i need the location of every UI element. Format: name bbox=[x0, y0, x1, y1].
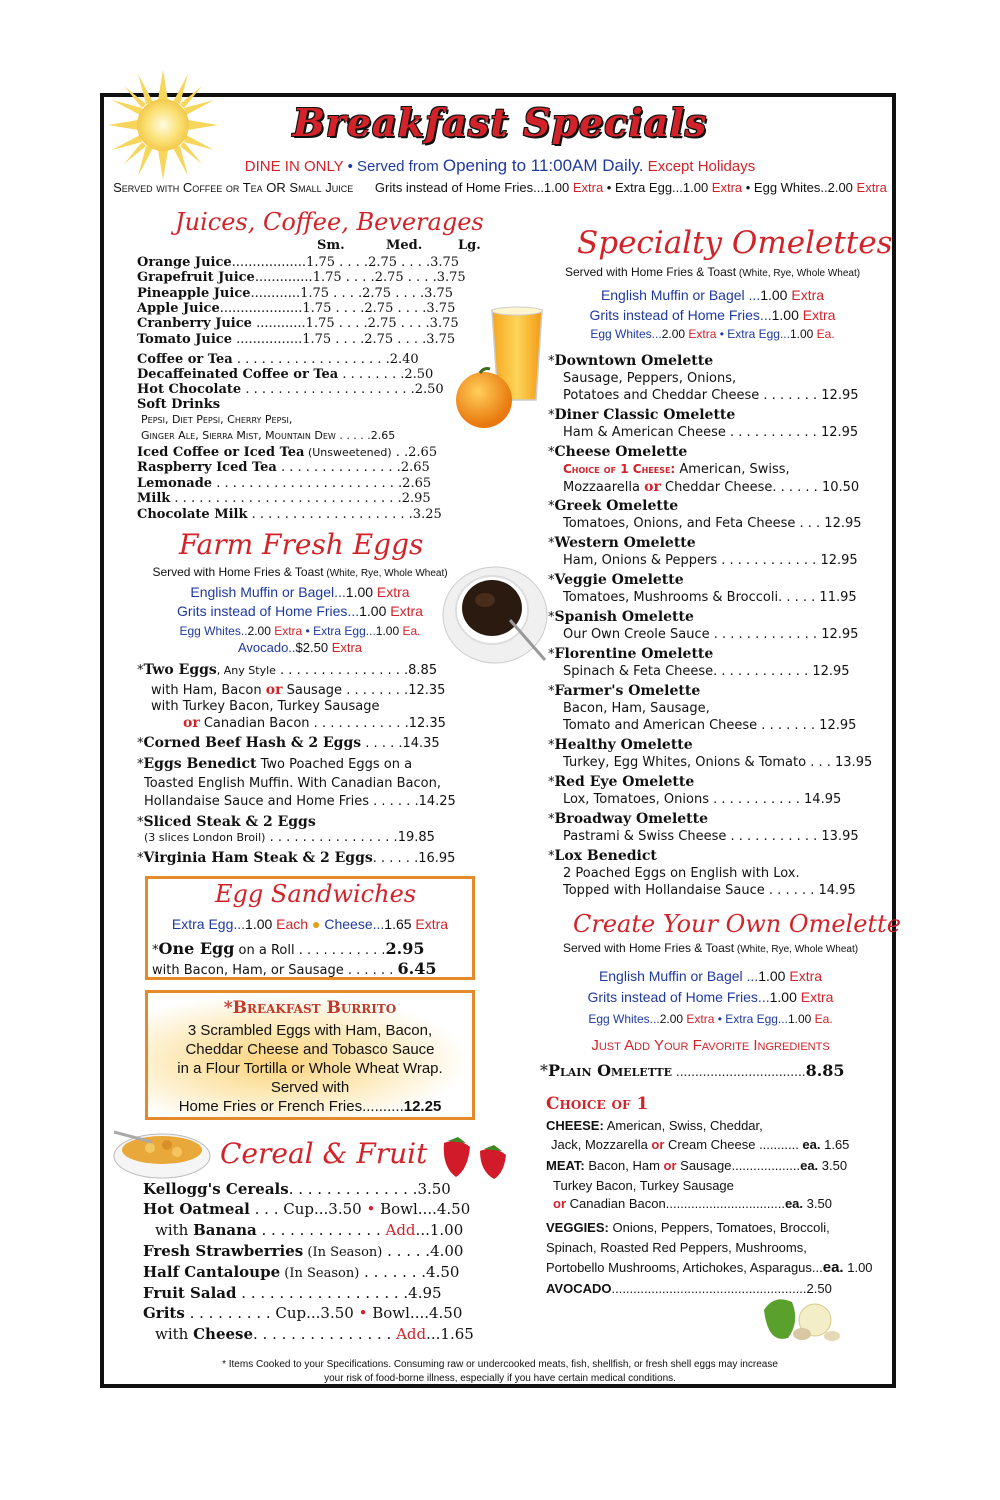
cereal-item: Half Cantaloupe (In Season) . . . . . . .4.50 bbox=[143, 1263, 460, 1281]
omelette-price: 12.95 bbox=[820, 553, 858, 568]
menu-item: *Two Eggs, Any Style . . . . . . . . . . . . . . . .8.85 bbox=[137, 662, 438, 678]
omelettes-section-title: Specialty Omelettes bbox=[577, 225, 893, 261]
cyo-meat-2: Turkey Bacon, Turkey Sausage bbox=[553, 1178, 734, 1193]
omelette-price: 13.95 bbox=[835, 755, 873, 770]
menu-item: *Virginia Ham Steak & 2 Eggs. . . . . .16.95 bbox=[137, 850, 456, 866]
omelette-desc: Ham & American Cheese . . . . . . . . . . . 12.95 bbox=[563, 425, 859, 440]
cereal-bowl-icon bbox=[112, 1128, 212, 1180]
cyo-whites-extra: Egg Whites...2.00 Extra • Extra Egg...1.00 Ea. bbox=[588, 1012, 833, 1026]
menu-item-detail: Hollandaise Sauce and Home Fries . . . . . .14.25 bbox=[144, 794, 456, 809]
burrito-desc: in a Flour Tortilla or Whole Wheat Wrap. bbox=[177, 1060, 443, 1077]
juice-item: Orange Juice..................1.75 . . . .2.75 . . . .3.75 bbox=[137, 255, 460, 270]
eggs-whites-extra: Egg Whites..2.00 Extra • Extra Egg...1.00 Ea. bbox=[179, 624, 421, 638]
menu-item: Hot Chocolate . . . . . . . . . . . . . . . . . . . . .2.50 bbox=[137, 382, 444, 397]
menu-item: with Bacon, Ham, or Sausage . . . . . . 6.45 bbox=[152, 959, 437, 978]
cyo-served-with: Served with Home Fries & Toast (White, Rye, Whole Wheat) bbox=[562, 941, 859, 955]
juice-item: Pineapple Juice............1.75 . . . .2.75 . . . .3.75 bbox=[137, 285, 454, 301]
menu-item: Soft Drinks bbox=[137, 397, 221, 412]
cereal-item: Fresh Strawberries (In Season) . . . . .4.00 bbox=[143, 1242, 464, 1260]
omelette-desc: Choice of 1 Cheese: American, Swiss, bbox=[563, 462, 790, 477]
omelette-name: *Red Eye Omelette bbox=[548, 774, 695, 790]
cyo-grits-extra: Grits instead of Home Fries...1.00 Extra bbox=[587, 989, 834, 1005]
strawberry-icon bbox=[436, 1135, 512, 1179]
omelette-name: *Farmer's Omelette bbox=[548, 683, 701, 699]
menu-item: Milk . . . . . . . . . . . . . . . . . . . . . . . . . . . .2.95 bbox=[137, 491, 431, 506]
omelettes-served-with: Served with Home Fries & Toast (White, Rye, Whole Wheat) bbox=[564, 265, 861, 279]
menu-item: *Corned Beef Hash & 2 Eggs . . . . .14.35 bbox=[137, 735, 440, 751]
omelette-name: *Diner Classic Omelette bbox=[548, 407, 736, 423]
omelette-price: 11.95 bbox=[819, 590, 857, 605]
cyo-meat-3: or Canadian Bacon.................................ea. 3.50 bbox=[553, 1196, 832, 1211]
sandwich-extras: Extra Egg...1.00 Each ● Cheese...1.65 Extra bbox=[171, 916, 449, 932]
burrito-title: *Breakfast Burrito bbox=[223, 998, 397, 1018]
cyo-veggies: VEGGIES: Onions, Peppers, Tomatoes, Broccoli, bbox=[546, 1220, 830, 1235]
cereal-item: with Banana . . . . . . . . . . . . . Add...1.00 bbox=[155, 1221, 464, 1239]
eggs-section-title: Farm Fresh Eggs bbox=[179, 528, 424, 561]
omelette-desc: Turkey, Egg Whites, Onions & Tomato . . . 13.95 bbox=[563, 755, 873, 770]
omelette-name: *Cheese Omelette bbox=[548, 444, 688, 460]
omelette-desc: Tomatoes, Mushrooms & Broccoli. . . . . 11.95 bbox=[563, 590, 857, 605]
omelette-name: *Downtown Omelette bbox=[548, 353, 714, 369]
omelette-name: *Greek Omelette bbox=[548, 498, 679, 514]
footer-disclaimer: * Items Cooked to your Specifications. Consuming raw or undercooked meats, fish, shellfish, or fresh shell eggs may increase your risk of food-borne illness, especially if you have certain medical conditions. bbox=[222, 1359, 778, 1384]
cereal-item: with Cheese. . . . . . . . . . . . . . . Add...1.65 bbox=[155, 1325, 474, 1343]
omelette-name: *Lox Benedict bbox=[548, 848, 657, 864]
burrito-price: Home Fries or French Fries..........12.25 bbox=[178, 1098, 442, 1115]
menu-item: Iced Coffee or Iced Tea (Unsweetened) . .2.65 bbox=[137, 445, 438, 460]
menu-item: Raspberry Iced Tea . . . . . . . . . . . . . . .2.65 bbox=[137, 460, 430, 475]
cyo-cheese-2: Jack, Mozzarella or Cream Cheese ........... ea. 1.65 bbox=[551, 1137, 850, 1152]
burrito-desc: Served with bbox=[270, 1079, 350, 1096]
cyo-cheese: CHEESE: American, Swiss, Cheddar, bbox=[546, 1118, 763, 1133]
just-add-ingredients: Just Add Your Favorite Ingredients bbox=[591, 1037, 830, 1054]
menu-item-detail: or Canadian Bacon . . . . . . . . . . . .12.35 bbox=[183, 715, 446, 731]
juice-item: Grapefruit Juice..............1.75 . . . .2.75 . . . .3.75 bbox=[137, 270, 466, 286]
omelette-desc: Spinach & Feta Cheese. . . . . . . . . . . . 12.95 bbox=[563, 664, 850, 679]
juice-item: Apple Juice....................1.75 . . . .2.75 . . . .3.75 bbox=[137, 300, 456, 316]
omelette-desc: Potatoes and Cheddar Cheese . . . . . . . 12.95 bbox=[563, 388, 859, 403]
omelette-price: 12.95 bbox=[820, 425, 859, 440]
omelette-name: *Healthy Omelette bbox=[548, 737, 693, 753]
menu-item-detail: Toasted English Muffin. With Canadian Bacon, bbox=[144, 776, 441, 791]
omelette-name: *Florentine Omelette bbox=[548, 646, 714, 662]
menu-item: *Sliced Steak & 2 Eggs bbox=[137, 814, 316, 830]
omelette-name: *Spanish Omelette bbox=[548, 609, 694, 625]
omelette-desc: Sausage, Peppers, Onions, bbox=[563, 371, 737, 386]
omelette-desc: Topped with Hollandaise Sauce . . . . . . 14.95 bbox=[563, 883, 856, 898]
cereal-item: Grits . . . . . . . . . Cup...3.50 • Bowl....4.50 bbox=[143, 1304, 463, 1322]
omelette-price: 10.50 bbox=[821, 480, 860, 495]
omelette-name: *Broadway Omelette bbox=[548, 811, 709, 827]
juice-item: Cranberry Juice ............1.75 . . . .2.75 . . . .3.75 bbox=[137, 316, 459, 332]
eggs-served-with: Served with Home Fries & Toast (White, Rye, Whole Wheat) bbox=[152, 565, 448, 579]
omelette-price: 12.95 bbox=[824, 516, 862, 531]
menu-item-detail: (3 slices London Broil) . . . . . . . . . . . . . . . .19.85 bbox=[144, 830, 435, 845]
menu-item: Coffee or Tea . . . . . . . . . . . . . . . . . . .2.40 bbox=[137, 352, 419, 367]
juice-item: Tomato Juice ................1.75 . . . .2.75 . . . .3.75 bbox=[137, 331, 456, 347]
cyo-veggies-2: Spinach, Roasted Red Peppers, Mushrooms, bbox=[546, 1240, 807, 1255]
omelette-desc: Bacon, Ham, Sausage, bbox=[563, 701, 710, 716]
menu-item: *One Egg on a Roll . . . . . . . . . . .2.95 bbox=[152, 939, 425, 958]
omelette-desc: Tomato and American Cheese . . . . . . . 12.95 bbox=[563, 718, 857, 733]
omelette-desc: Mozzaarella or Cheddar Cheese. . . . . . 10.50 bbox=[563, 479, 860, 495]
cyo-veggies-3: Portobello Mushrooms, Artichokes, Asparagus...ea. 1.00 bbox=[546, 1259, 873, 1276]
menu-item-detail: with Ham, Bacon or Sausage . . . . . . . .12.35 bbox=[151, 682, 446, 698]
omelette-price: 14.95 bbox=[818, 883, 856, 898]
omelette-price: 12.95 bbox=[819, 718, 857, 733]
egg-sandwiches-title: Egg Sandwiches bbox=[215, 880, 417, 908]
omelette-price: 13.95 bbox=[821, 829, 859, 844]
size-medium-header: Med. bbox=[386, 238, 423, 253]
cyo-muffin-extra: English Muffin or Bagel ...1.00 Extra bbox=[598, 968, 823, 984]
page-title: Breakfast Specials bbox=[292, 100, 708, 145]
size-small-header: Sm. bbox=[317, 238, 345, 253]
omelette-desc: Lox, Tomatoes, Onions . . . . . . . . . . . 14.95 bbox=[563, 792, 842, 807]
eggs-grits-extra: Grits instead of Home Fries...1.00 Extra bbox=[177, 603, 423, 619]
omelette-desc: 2 Poached Eggs on English with Lox. bbox=[563, 866, 800, 881]
cereal-item: Fruit Salad . . . . . . . . . . . . . . . . . .4.95 bbox=[143, 1284, 442, 1302]
menu-item: Decaffeinated Coffee or Tea . . . . . . . .2.50 bbox=[137, 367, 434, 382]
juices-section-title: Juices, Coffee, Beverages bbox=[175, 208, 484, 236]
omelette-desc: Our Own Creole Sauce . . . . . . . . . . . . . 12.95 bbox=[563, 627, 859, 642]
omelette-price: 14.95 bbox=[804, 792, 842, 807]
omelette-price: 12.95 bbox=[812, 664, 850, 679]
header-line-2: Served with Coffee or Tea OR Small Juice Grits instead of Home Fries...1.00 Extra • Extra Egg...1.00 Extra • Egg Whites..2.00 Extra bbox=[113, 180, 887, 195]
omelette-desc: Pastrami & Swiss Cheese . . . . . . . . . . . 13.95 bbox=[563, 829, 859, 844]
menu-item: Chocolate Milk . . . . . . . . . . . . . . . . . . . .3.25 bbox=[137, 507, 442, 522]
omelettes-whites-extra: Egg Whites...2.00 Extra • Extra Egg...1.00 Ea. bbox=[590, 327, 835, 341]
omelettes-grits-extra: Grits instead of Home Fries...1.00 Extra bbox=[589, 307, 836, 323]
omelette-price: 12.95 bbox=[821, 627, 859, 642]
orange-juice-icon bbox=[452, 305, 552, 430]
menu-item: *Eggs Benedict Two Poached Eggs on a bbox=[137, 756, 413, 772]
eggs-muffin-extra: English Muffin or Bagel...1.00 Extra bbox=[190, 584, 410, 600]
cyo-avocado: AVOCADO......................................................2.50 bbox=[546, 1281, 832, 1296]
burrito-desc: 3 Scrambled Eggs with Ham, Bacon, bbox=[187, 1022, 433, 1039]
omelette-desc: Ham, Onions & Peppers . . . . . . . . . . . . 12.95 bbox=[563, 553, 858, 568]
eggs-avocado-extra: Avocado..$2.50 Extra bbox=[237, 640, 363, 655]
omelettes-muffin-extra: English Muffin or Bagel ...1.00 Extra bbox=[600, 287, 825, 303]
omelette-name: *Western Omelette bbox=[548, 535, 696, 551]
burrito-desc: Cheddar Cheese and Tobasco Sauce bbox=[185, 1041, 435, 1058]
omelette-price: 12.95 bbox=[821, 388, 859, 403]
cereal-item: Kellogg's Cereals. . . . . . . . . . . . . .3.50 bbox=[143, 1180, 451, 1198]
menu-item-detail: with Turkey Bacon, Turkey Sausage bbox=[151, 699, 380, 714]
size-large-header: Lg. bbox=[458, 238, 481, 253]
omelette-desc: Tomatoes, Onions, and Feta Cheese . . . 12.95 bbox=[563, 516, 862, 531]
header-line-1: DINE IN ONLY • Served from Opening to 11:00AM Daily. Except Holidays bbox=[244, 156, 756, 175]
menu-item: Lemonade . . . . . . . . . . . . . . . . . . . . . . .2.65 bbox=[137, 476, 432, 491]
vegetables-icon bbox=[760, 1290, 850, 1346]
choice-of-one: Choice of 1 bbox=[546, 1094, 649, 1114]
cereal-item: Hot Oatmeal . . . Cup...3.50 • Bowl....4.50 bbox=[143, 1200, 471, 1218]
cyo-section-title: Create Your Own Omelette bbox=[573, 910, 901, 938]
menu-item-detail: Ginger Ale, Sierra Mist, Mountain Dew . . . . .2.65 bbox=[141, 429, 396, 442]
cyo-meat: MEAT: Bacon, Ham or Sausage...................ea. 3.50 bbox=[546, 1158, 848, 1173]
coffee-cup-icon bbox=[440, 560, 550, 670]
omelette-name: *Veggie Omelette bbox=[548, 572, 684, 588]
plain-omelette: *Plain Omelette ..................................8.85 bbox=[540, 1061, 845, 1080]
cereal-section-title: Cereal & Fruit bbox=[220, 1137, 428, 1170]
menu-item-detail: Pepsi, Diet Pepsi, Cherry Pepsi, bbox=[141, 413, 293, 426]
